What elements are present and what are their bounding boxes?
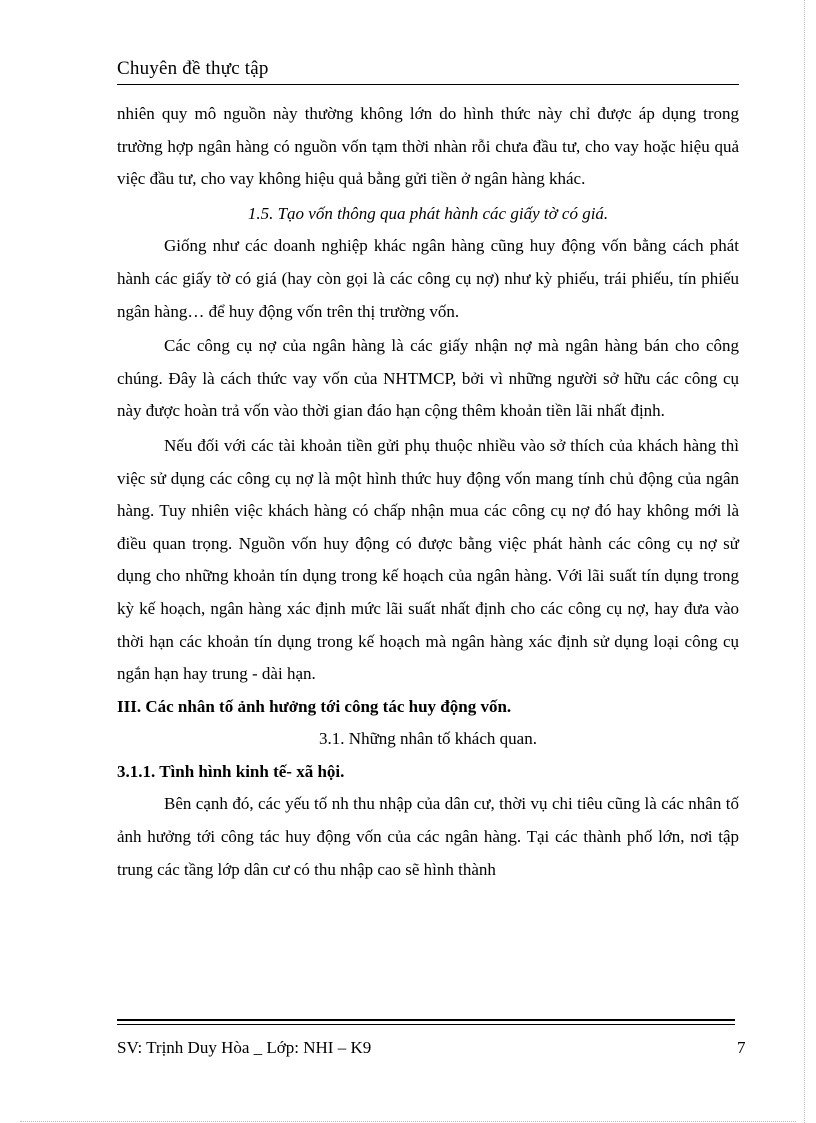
paragraph-income-factors: Bên cạnh đó, các yếu tố nh thu nhập của dân cư, thời vụ chi tiêu cũng là các nhân tố ảnh hưởng tới công tác huy động vốn của các ngân hàng. Tại các thành phố lớn, nơi tập trung các tầng lớp dân cư có thu nhập cao sẽ hình thành bbox=[117, 794, 739, 879]
section-heading-3-1-1: 3.1.1. Tình hình kinh tế- xã hội. bbox=[117, 761, 345, 781]
paragraph-deposit-accounts: Nếu đối với các tài khoản tiền gửi phụ thuộc nhiều vào sở thích của khách hàng thì việc sử dụng các công cụ nợ là một hình thức huy động vốn mang tính chủ động của ngân hàng. Tuy nhiên việc khách hàng có chấp nhận mua các công cụ nợ đó hay không mới là điều quan trọng. Nguồn vốn huy động có được bằng việc phát hành các công cụ nợ sử dụng cho những khoản tín dụng trong kế hoạch của ngân hàng. Với lãi suất tín dụng trong kỳ kế hoạch, ngân hàng xác định mức lãi suất nhất định cho các công cụ nợ, hay đưa vào thời hạn các khoản tín dụng trong kế hoạch mà ngân hàng xác định sử dụng loại công cụ ngắn hạn hay trung - dài hạn. bbox=[117, 435, 739, 684]
footer-student-info: SV: Trịnh Duy Hòa _ Lớp: NHI – K9 bbox=[117, 1038, 372, 1057]
footer-divider-thin bbox=[117, 1024, 735, 1025]
page-edge-dotted-right bbox=[804, 0, 805, 1123]
page-edge-dotted-bottom bbox=[20, 1121, 796, 1122]
page-body bbox=[117, 98, 739, 886]
section-heading-III: III. Các nhân tố ảnh hưởng tới công tác huy động vốn. bbox=[117, 696, 512, 716]
paragraph-continuation: nhiên quy mô nguồn này thường không lớn do hình thức này chỉ được áp dụng trong trường hợp ngân hàng có nguồn vốn tạm thời nhàn rỗi chưa đầu tư, cho vay hoặc hiệu quả việc đầu tư, cho vay không hiệu quả bằng gửi tiền ở ngân hàng khác. bbox=[117, 104, 739, 189]
footer-divider-thick bbox=[117, 1019, 735, 1021]
header-title: Chuyên đề thực tập bbox=[117, 58, 269, 79]
paragraph-issuance: Giống như các doanh nghiệp khác ngân hàng cũng huy động vốn bằng cách phát hành các giấy tờ có giá (hay còn gọi là các công cụ nợ) như kỳ phiếu, trái phiếu, tín phiếu ngân hàng… để huy động vốn trên thị trường vốn. bbox=[117, 236, 739, 321]
page-number: 7 bbox=[737, 1038, 746, 1057]
section-heading-1-5: 1.5. Tạo vốn thông qua phát hành các giấy tờ có giá. bbox=[247, 203, 609, 223]
paragraph-debt-instruments: Các công cụ nợ của ngân hàng là các giấy nhận nợ mà ngân hàng bán cho công chúng. Đây là cách thức vay vốn của NHTMCP, bởi vì những người sở hữu các công cụ này được hoàn trả vốn vào thời gian đáo hạn cộng thêm khoản tiền lãi nhất định. bbox=[117, 336, 739, 421]
header-divider bbox=[117, 84, 739, 85]
section-heading-3-1: 3.1. Những nhân tố khách quan. bbox=[319, 729, 537, 749]
